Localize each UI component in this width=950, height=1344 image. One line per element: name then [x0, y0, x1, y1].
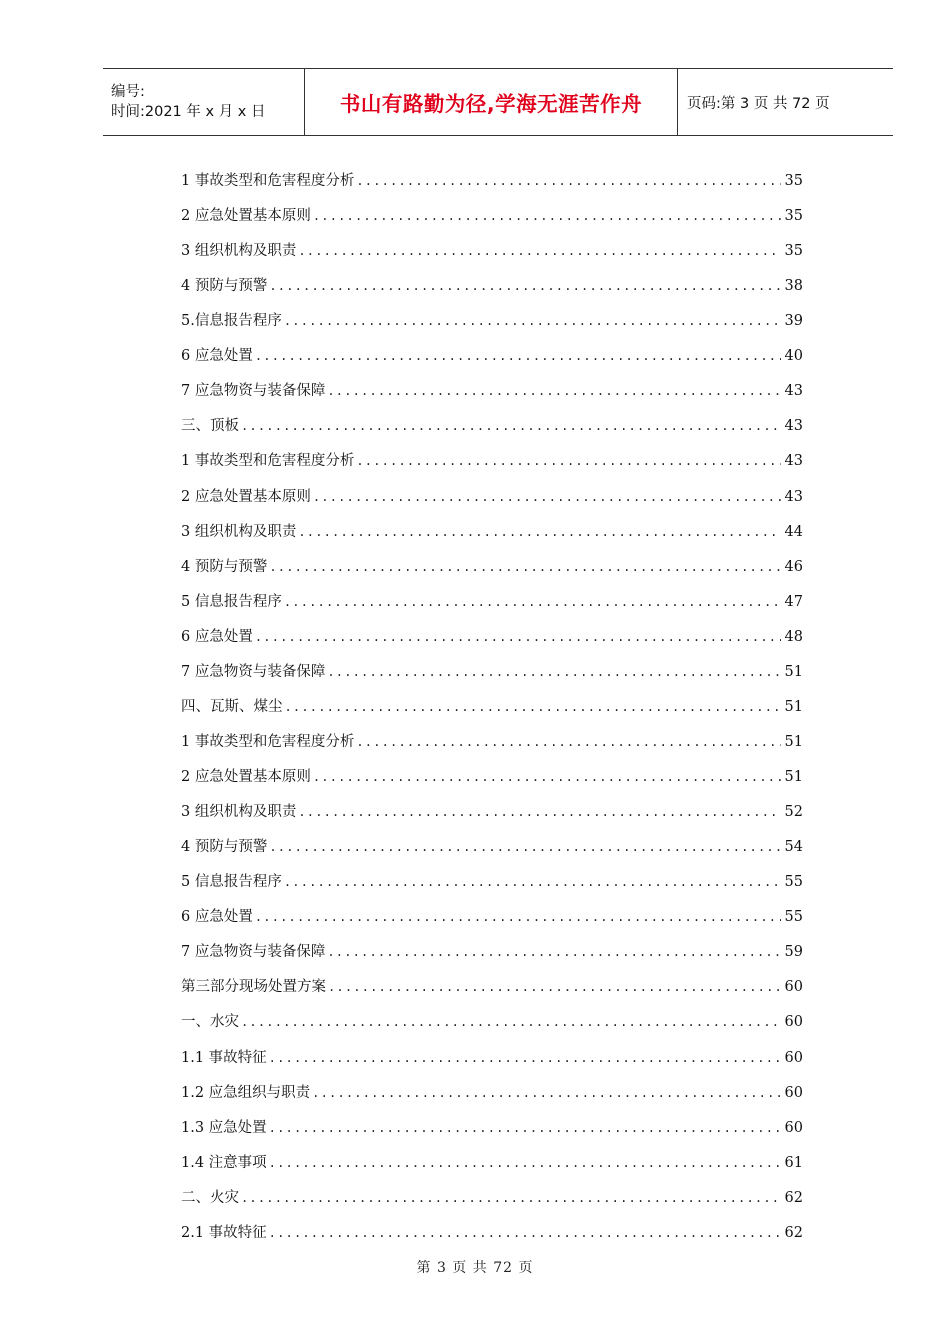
toc-entry[interactable]: [181, 1116, 803, 1138]
toc-entry-title: 7 应急物资与装备保障: [181, 383, 326, 400]
toc-leader-dots: [327, 945, 781, 959]
toc-leader-dots: [312, 1086, 781, 1100]
toc-entry[interactable]: [181, 520, 803, 542]
header-page-label: 页码:第 3 页 共 72 页: [687, 95, 830, 112]
toc-entry[interactable]: [181, 169, 803, 191]
toc-entry-title: 3 组织机构及职责: [181, 243, 297, 260]
toc-entry-title: 6 应急处置: [181, 348, 253, 365]
toc-entry[interactable]: [181, 485, 803, 507]
toc-entry-page-number: 35: [784, 173, 803, 189]
toc-entry[interactable]: [181, 625, 803, 647]
toc-entry-title: 6 应急处置: [181, 909, 253, 926]
toc-leader-dots: [269, 279, 781, 293]
toc-entry-page-number: 55: [784, 874, 803, 891]
toc-entry-title: 1.1 事故特征: [181, 1049, 267, 1066]
toc-entry-title: 4 预防与预警: [181, 278, 268, 295]
toc-entry[interactable]: [181, 344, 803, 366]
toc-entry-page-number: 35: [784, 243, 803, 260]
toc-entry[interactable]: [181, 1151, 803, 1173]
toc-entry-page-number: 54: [784, 839, 803, 856]
toc-leader-dots: [269, 840, 781, 854]
toc-entry-title: 7 应急物资与装备保障: [181, 944, 326, 961]
header-page-info: [678, 69, 893, 135]
toc-entry-page-number: 55: [784, 909, 803, 926]
toc-entry-page-number: 47: [784, 593, 803, 610]
toc-entry-title: 5 信息报告程序: [181, 874, 282, 891]
toc-entry[interactable]: [181, 835, 803, 857]
toc-entry-title: 第三部分现场处置方案: [181, 979, 326, 996]
toc-entry-title: 3 组织机构及职责: [181, 523, 297, 540]
page-footer: 第 3 页 共 72 页: [416, 1260, 534, 1276]
toc-leader-dots: [298, 805, 781, 819]
toc-leader-dots: [284, 595, 781, 609]
toc-entry[interactable]: [181, 1221, 803, 1243]
toc-entry-page-number: 43: [784, 488, 803, 505]
toc-entry-page-number: 39: [784, 313, 803, 330]
toc-entry[interactable]: [181, 309, 803, 331]
toc-leader-dots: [298, 525, 781, 539]
toc-leader-dots: [269, 1226, 781, 1240]
toc-entry-page-number: 35: [784, 208, 803, 225]
toc-entry-page-number: 46: [784, 558, 803, 575]
toc-leader-dots: [241, 1191, 781, 1205]
toc-entry-page-number: 59: [784, 944, 803, 961]
toc-entry[interactable]: [181, 590, 803, 612]
toc-entry-title: 1 事故类型和危害程度分析: [181, 453, 355, 470]
toc-leader-dots: [269, 1121, 781, 1135]
toc-entry-title: 1.4 注意事项: [181, 1154, 267, 1171]
toc-entry-title: 1 事故类型和危害程度分析: [181, 173, 355, 189]
toc-entry[interactable]: [181, 800, 803, 822]
page-header: [103, 68, 893, 136]
toc-entry[interactable]: [181, 449, 803, 471]
header-motto-cell: [304, 69, 678, 135]
toc-entry-title: 5.信息报告程序: [181, 313, 282, 330]
toc-entry[interactable]: [181, 239, 803, 261]
toc-entry-page-number: 40: [784, 348, 803, 365]
toc-leader-dots: [269, 1051, 781, 1065]
toc-entry-page-number: 60: [784, 1014, 803, 1031]
toc-leader-dots: [255, 910, 781, 924]
toc-entry-title: 1.3 应急处置: [181, 1119, 267, 1136]
toc-entry[interactable]: [181, 695, 803, 717]
toc-leader-dots: [356, 174, 781, 188]
toc-entry-title: 2 应急处置基本原则: [181, 208, 311, 225]
toc-entry[interactable]: [181, 1081, 803, 1103]
toc-leader-dots: [285, 700, 782, 714]
toc-entry[interactable]: [181, 940, 803, 962]
toc-entry[interactable]: [181, 414, 803, 436]
toc-entry-page-number: 51: [784, 733, 803, 750]
toc-entry-title: 1 事故类型和危害程度分析: [181, 733, 355, 750]
toc-entry-title: 5 信息报告程序: [181, 593, 282, 610]
toc-leader-dots: [313, 770, 781, 784]
toc-entry[interactable]: [181, 379, 803, 401]
toc-entry[interactable]: [181, 870, 803, 892]
toc-entry-title: 2.1 事故特征: [181, 1224, 267, 1241]
toc-entry-page-number: 61: [784, 1154, 803, 1171]
toc-leader-dots: [356, 454, 781, 468]
toc-leader-dots: [284, 875, 781, 889]
toc-leader-dots: [328, 980, 781, 994]
toc-entry-title: 7 应急物资与装备保障: [181, 663, 326, 680]
toc-entry-title: 6 应急处置: [181, 628, 253, 645]
toc-entry[interactable]: [181, 905, 803, 927]
toc-entry-title: 四、瓦斯、煤尘: [181, 698, 283, 715]
toc-leader-dots: [255, 349, 781, 363]
toc-entry-page-number: 51: [784, 663, 803, 680]
toc-entry-title: 2 应急处置基本原则: [181, 488, 311, 505]
toc-entry-title: 一、水灾: [181, 1014, 239, 1031]
toc-entry[interactable]: [181, 975, 803, 997]
toc-entry-page-number: 43: [784, 453, 803, 470]
toc-entry-page-number: 38: [784, 278, 803, 295]
toc-entry-title: 4 预防与预警: [181, 558, 268, 575]
toc-leader-dots: [298, 244, 781, 258]
toc-entry-page-number: 43: [784, 383, 803, 400]
toc-leader-dots: [313, 490, 781, 504]
toc-entry-title: 2 应急处置基本原则: [181, 769, 311, 786]
document-number-label: 编号:: [111, 84, 145, 100]
toc-entry[interactable]: [181, 274, 803, 296]
toc-entry[interactable]: [181, 555, 803, 577]
toc-entry-page-number: 52: [784, 804, 803, 821]
toc-leader-dots: [241, 419, 781, 433]
toc-leader-dots: [269, 560, 781, 574]
toc-entry-page-number: 48: [784, 628, 803, 645]
toc-leader-dots: [284, 314, 781, 328]
toc-entry-page-number: 51: [784, 698, 803, 715]
toc-entry[interactable]: [181, 660, 803, 682]
toc-entry-page-number: 60: [784, 1049, 803, 1066]
toc-entry[interactable]: [181, 204, 803, 226]
toc-entry[interactable]: [181, 1046, 803, 1068]
toc-leader-dots: [241, 1015, 781, 1029]
header-meta: [103, 69, 304, 135]
toc-entry-page-number: 62: [784, 1189, 803, 1206]
toc-entry-title: 4 预防与预警: [181, 839, 268, 856]
toc-entry-page-number: 44: [784, 523, 803, 540]
document-date-label: 时间:2021 年 x 月 x 日: [111, 104, 266, 120]
toc-entry-title: 三、顶板: [181, 418, 239, 435]
toc-entry-page-number: 60: [784, 979, 803, 996]
toc-entry[interactable]: [181, 730, 803, 752]
toc-entry[interactable]: [181, 1186, 803, 1208]
toc-leader-dots: [356, 735, 781, 749]
toc-entry-title: 二、火灾: [181, 1189, 239, 1206]
toc-entry[interactable]: [181, 1010, 803, 1032]
toc-entry-page-number: 60: [784, 1119, 803, 1136]
toc-entry-page-number: 62: [784, 1224, 803, 1241]
toc-leader-dots: [269, 1156, 781, 1170]
toc-entry-page-number: 43: [784, 418, 803, 435]
toc-entry-title: 1.2 应急组织与职责: [181, 1084, 311, 1101]
toc-leader-dots: [327, 665, 781, 679]
toc-entry-title: 3 组织机构及职责: [181, 804, 297, 821]
toc-leader-dots: [255, 630, 781, 644]
toc-leader-dots: [327, 384, 781, 398]
toc-entry-page-number: 60: [784, 1084, 803, 1101]
header-motto: 书山有路勤为径,学海无涯苦作舟: [339, 92, 643, 116]
toc-entry[interactable]: [181, 765, 803, 787]
toc-entry-page-number: 51: [784, 769, 803, 786]
toc-leader-dots: [313, 209, 781, 223]
